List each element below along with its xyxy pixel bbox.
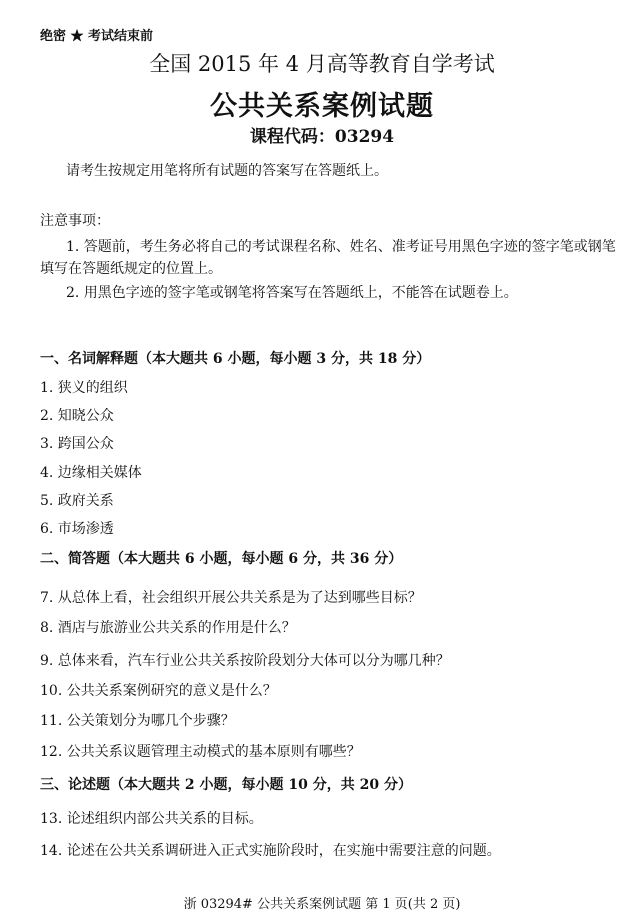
notice-item-1-cont: 填写在答题纸规定的位置上。 <box>40 261 222 277</box>
question-item: 6. 市场渗透 <box>40 521 114 537</box>
exam-title: 全国 2015 年 4 月高等教育自学考试 <box>149 52 495 76</box>
confidential-mark: 绝密 ★ 考试结束前 <box>40 29 154 44</box>
notice-heading: 注意事项： <box>40 213 110 229</box>
question-item: 14. 论述在公共关系调研进入正式实施阶段时，在实施中需要注意的问题。 <box>40 843 501 859</box>
question-item: 4. 边缘相关媒体 <box>40 465 142 481</box>
subject-title: 公共关系案例试题 <box>210 91 434 122</box>
question-item: 7. 从总体上看，社会组织开展公共关系是为了达到哪些目标？ <box>40 590 422 606</box>
question-item: 11. 公关策划分为哪几个步骤？ <box>40 713 235 729</box>
instruction-text: 请考生按规定用笔将所有试题的答案写在答题纸上。 <box>66 163 388 179</box>
course-code: 课程代码：03294 <box>249 127 395 147</box>
question-item: 2. 知晓公众 <box>40 408 114 424</box>
section-heading: 一、名词解释题（本大题共 6 小题，每小题 3 分，共 18 分） <box>40 351 431 367</box>
notice-item-1: 1. 答题前，考生务必将自己的考试课程名称、姓名、准考证号用黑色字迹的签字笔或钢笔 <box>66 239 616 255</box>
question-item: 10. 公共关系案例研究的意义是什么？ <box>40 683 277 699</box>
question-item: 13. 论述组织内部公共关系的目标。 <box>40 811 263 827</box>
question-item: 9. 总体来看，汽车行业公共关系按阶段划分大体可以分为哪几种？ <box>40 653 450 669</box>
notice-item-2: 2. 用黑色字迹的签字笔或钢笔将答案写在答题纸上，不能答在试题卷上。 <box>66 285 518 301</box>
question-item: 5. 政府关系 <box>40 493 114 509</box>
question-item: 3. 跨国公众 <box>40 436 114 452</box>
page-footer: 浙 03294# 公共关系案例试题 第 1 页(共 2 页) <box>183 897 461 912</box>
section-heading: 二、简答题（本大题共 6 小题，每小题 6 分，共 36 分） <box>40 551 403 567</box>
question-item: 8. 酒店与旅游业公共关系的作用是什么？ <box>40 620 296 636</box>
section-heading: 三、论述题（本大题共 2 小题，每小题 10 分，共 20 分） <box>40 777 412 793</box>
question-item: 1. 狭义的组织 <box>40 380 128 396</box>
question-item: 12. 公共关系议题管理主动模式的基本原则有哪些？ <box>40 744 361 760</box>
